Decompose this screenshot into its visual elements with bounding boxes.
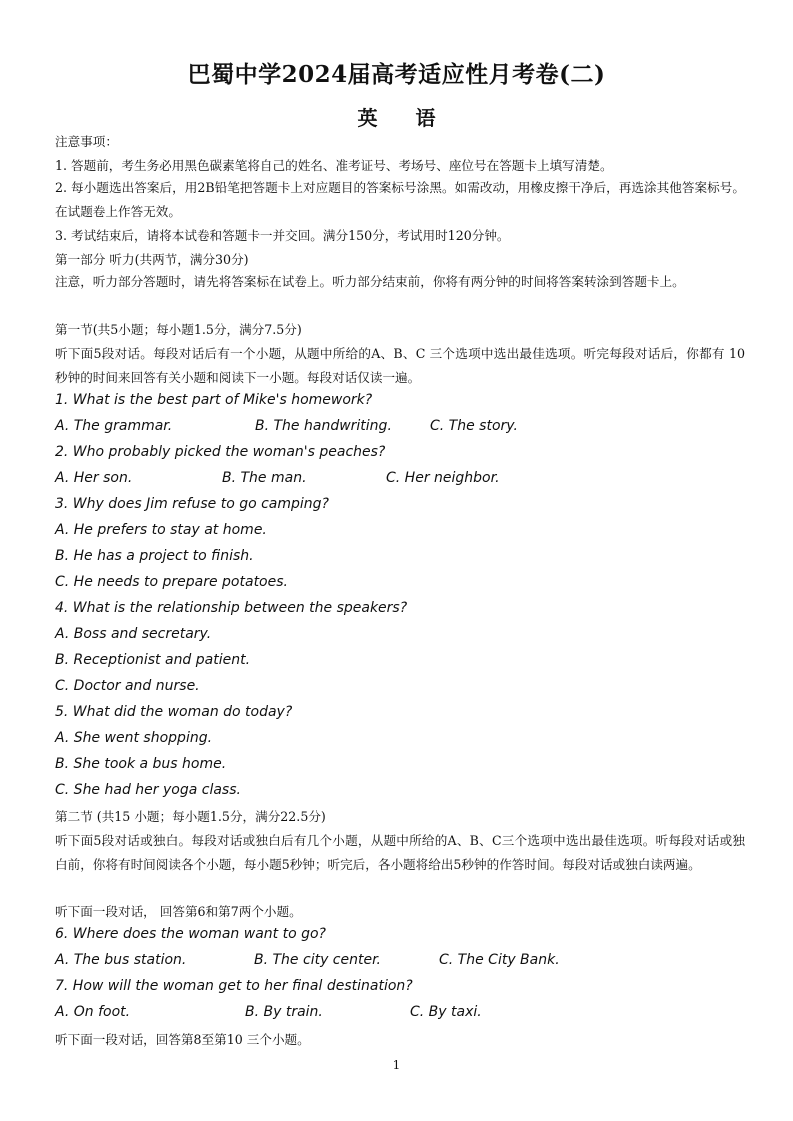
section2-heading: 第二节 (共15 小题；每小题1.5分，满分22.5分) — [55, 809, 326, 824]
option-b: B. The man. — [222, 470, 307, 486]
part1-heading: 第一部分 听力(共两节，满分30分) — [55, 252, 249, 267]
question-2: 2. Who probably picked the woman's peaches? — [55, 444, 386, 460]
option-a: A. The bus station. — [55, 952, 187, 968]
option-a: A. The grammar. — [55, 418, 173, 434]
notice-heading: 注意事项： — [55, 134, 118, 149]
question-6: 6. Where does the woman want to go? — [55, 926, 326, 942]
notice-item-2: 2. 每小题选出答案后，用2B铅笔把答题卡上对应题目的答案标号涂黑。如需改动，用橡皮擦干净后，再选涂其他答案标号。在试题卷上作答无效。 — [55, 180, 745, 219]
part1-note: 注意，听力部分答题时，请先将答案标在试卷上。听力部分结束前，你将有两分钟的时间将答案转涂到答题卡上。 — [55, 274, 685, 289]
section2-instructions: 听下面5段对话或独白。每段对话或独白后有几个小题，从题中所给的A、B、C三个选项中选出最佳选项。听每段对话或独白前，你将有时间阅读各个小题，每小题5秒钟；听完后，各小题将给出5秒钟的作答时间。每段对话或独白读两遍。 — [55, 833, 745, 872]
option-c: C. By taxi. — [410, 1004, 482, 1020]
option-a: A. Her son. — [55, 470, 133, 486]
option-c: C. The story. — [430, 418, 518, 434]
option-a: A. Boss and secretary. — [55, 626, 212, 642]
option-b: B. She took a bus home. — [55, 756, 227, 772]
section1-heading: 第一节(共5小题；每小题1.5分，满分7.5分) — [55, 322, 302, 337]
question-4: 4. What is the relationship between the speakers? — [55, 600, 408, 616]
option-a: A. He prefers to stay at home. — [55, 522, 267, 538]
page-number: 1 — [392, 1058, 401, 1072]
notice-item-3: 3. 考试结束后，请将本试卷和答题卡一并交回。满分150分，考试用时120分钟。 — [55, 228, 510, 243]
option-b: B. The city center. — [254, 952, 382, 968]
option-c: C. He needs to prepare potatoes. — [55, 574, 288, 590]
option-c: C. Doctor and nurse. — [55, 678, 200, 694]
section1-instructions: 听下面5段对话。每段对话后有一个小题，从题中所给的A、B、C 三个选项中选出最佳选项。听完每段对话后，你都有 10 秒钟的时间来回答有关小题和阅读下一小题。每段对话仅读一遍。 — [55, 346, 745, 385]
option-c: C. Her neighbor. — [386, 470, 500, 486]
subject-title: 英语 — [357, 106, 474, 130]
option-b: B. Receptionist and patient. — [55, 652, 251, 668]
group-2-instruction: 听下面一段对话，回答第8至第10 三个小题。 — [55, 1032, 310, 1047]
question-3: 3. Why does Jim refuse to go camping? — [55, 496, 329, 512]
option-c: C. The City Bank. — [439, 952, 560, 968]
option-c: C. She had her yoga class. — [55, 782, 241, 798]
option-b: B. By train. — [245, 1004, 323, 1020]
option-a: A. She went shopping. — [55, 730, 213, 746]
exam-title: 巴蜀中学2024届高考适应性月考卷(二) — [187, 61, 606, 88]
question-1: 1. What is the best part of Mike's homework? — [55, 392, 373, 408]
question-7: 7. How will the woman get to her final destination? — [55, 978, 413, 994]
question-5: 5. What did the woman do today? — [55, 704, 293, 720]
option-a: A. On foot. — [55, 1004, 131, 1020]
option-b: B. He has a project to finish. — [55, 548, 254, 564]
notice-item-1: 1. 答题前，考生务必用黑色碳素笔将自己的姓名、准考证号、考场号、座位号在答题卡上填写清楚。 — [55, 158, 613, 173]
option-b: B. The handwriting. — [255, 418, 392, 434]
group-1-instruction: 听下面一段对话， 回答第6和第7两个小题。 — [55, 904, 302, 919]
